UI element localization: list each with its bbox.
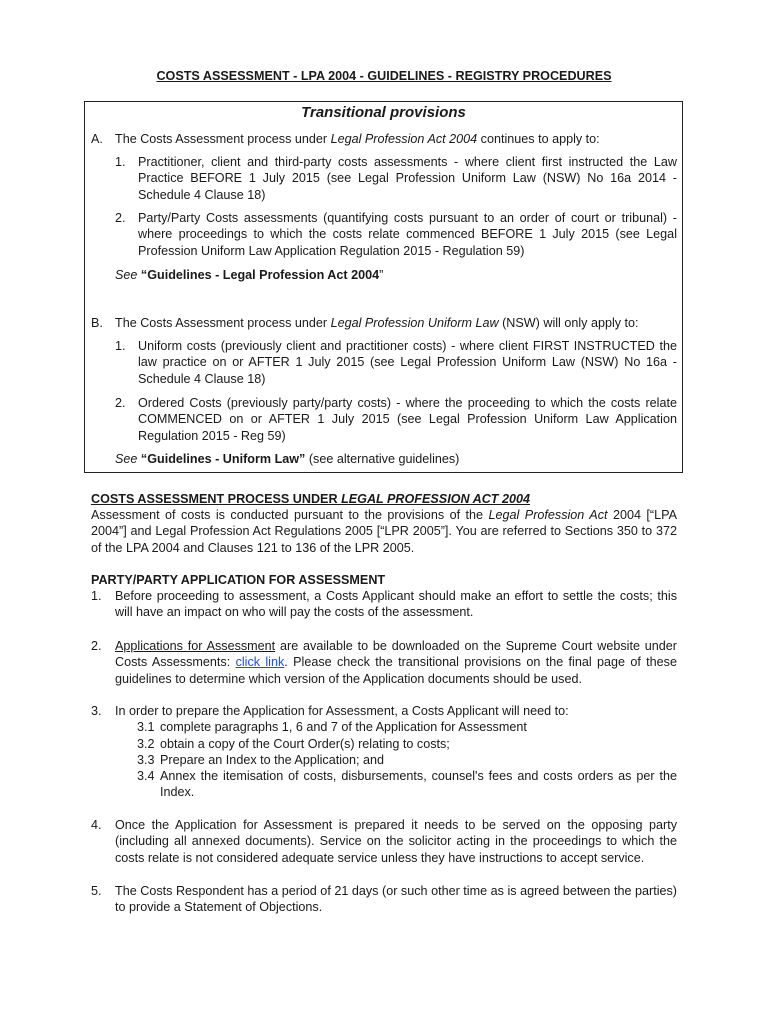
process-heading bbox=[91, 491, 530, 507]
section-b-item-1-num: 1. bbox=[115, 339, 126, 353]
sub-item-3-3-num: 3.3 bbox=[137, 753, 155, 767]
party-item-1-text: Before proceeding to assessment, a Costs Applicant should make an effort to settle the costs; this will have an impact on who will pay the costs of the assessment. bbox=[115, 589, 677, 620]
section-b-see-guideline: “Guidelines - Uniform Law” bbox=[140, 452, 306, 466]
party-item-3-text: In order to prepare the Application for Assessment, a Costs Applicant will need to: bbox=[115, 704, 569, 718]
sub-item-3-3-text: Prepare an Index to the Application; and bbox=[160, 753, 385, 767]
party-item-2-text-b: . Please check the transitional provisions on the final page of these guidelines to determine which version of the Application documents should be used. bbox=[115, 655, 677, 686]
party-item-2-text-a: are available to be downloaded on the Supreme Court website under Costs Assessments: bbox=[115, 639, 677, 670]
section-a-item-1-num: 1. bbox=[115, 155, 126, 169]
section-b-intro-pre: The Costs Assessment process under bbox=[115, 316, 331, 330]
section-a-intro-pre: The Costs Assessment process under bbox=[115, 132, 331, 146]
section-b-see-word: See bbox=[115, 452, 138, 466]
transitional-heading: Transitional provisions bbox=[301, 104, 466, 121]
section-a-intro bbox=[115, 131, 677, 147]
section-a-intro-act: Legal Profession Act 2004 bbox=[330, 132, 478, 146]
party-item-2-num: 2. bbox=[91, 639, 102, 653]
section-b-item-2-num: 2. bbox=[115, 396, 126, 410]
party-item-4-num: 4. bbox=[91, 818, 102, 832]
process-paragraph-pre: Assessment of costs is conducted pursuant to the provisions of the bbox=[91, 508, 489, 522]
sub-item-3-2-text: obtain a copy of the Court Order(s) relating to costs; bbox=[160, 737, 450, 751]
section-a-intro-post: continues to apply to: bbox=[477, 132, 600, 146]
section-a-see-word: See bbox=[115, 268, 138, 282]
party-item-3-num: 3. bbox=[91, 704, 102, 718]
sub-item-3-4-text: Annex the itemisation of costs, disbursements, counsel's fees and costs orders as per the Index. bbox=[160, 769, 677, 800]
section-b-intro-post: (NSW) will only apply to: bbox=[498, 316, 639, 330]
section-a-see-line bbox=[115, 267, 383, 283]
party-heading: PARTY/PARTY APPLICATION FOR ASSESSMENT bbox=[91, 573, 386, 587]
section-a-item-1-text: Practitioner, client and third-party costs assessments - where client first instructed the Law Practice BEFORE 1 July 2015 (see Legal Profession Uniform Law (NSW) No 16a 2014 - Schedule 4 Clause 18) bbox=[138, 155, 677, 202]
process-paragraph-post: 2004 [“LPA 2004”] and Legal Profession Act Regulations 2005 [“LPR 2005”]. You are referred to Sections 350 to 372 of the LPA 2004 and Clauses 121 to 136 of the LPR 2005. bbox=[91, 508, 677, 555]
click-link[interactable]: click link bbox=[235, 655, 285, 670]
section-a-letter: A. bbox=[91, 132, 103, 146]
section-a-see-post: ” bbox=[379, 268, 384, 282]
party-item-5-text: The Costs Respondent has a period of 21 days (or such other time as is agreed between the parties) to provide a Statement of Objections. bbox=[115, 884, 677, 915]
process-paragraph-act: Legal Profession Act bbox=[488, 508, 608, 522]
sub-item-3-1-text: complete paragraphs 1, 6 and 7 of the Application for Assessment bbox=[160, 720, 527, 734]
section-b-item-2-text: Ordered Costs (previously party/party costs) - where the proceeding to which the costs relate COMMENCED on or AFTER 1 July 2015 (see Legal Profession Uniform Law Application Regulation 2015 - Reg 59) bbox=[138, 396, 677, 443]
section-b-intro-act: Legal Profession Uniform Law bbox=[330, 316, 499, 330]
party-item-4-text: Once the Application for Assessment is prepared it needs to be served on the opposing party (including all annexed documents). Service on the solicitor acting in the proceedings to which the costs relate is not considered adequate service unless they have instructions to accept service. bbox=[115, 818, 677, 865]
section-a-item-2-text: Party/Party Costs assessments (quantifying costs pursuant to an order of court or tribunal) - where proceedings to which the costs relate commenced BEFORE 1 July 2015 (see Legal Profession Uniform Law Application Regulation 2015 - Regulation 59) bbox=[138, 211, 677, 258]
section-b-see-line bbox=[115, 451, 459, 467]
page-title: COSTS ASSESSMENT - LPA 2004 - GUIDELINES - REGISTRY PROCEDURES bbox=[156, 69, 612, 83]
sub-item-3-1-num: 3.1 bbox=[137, 720, 155, 734]
section-a-see-guideline: “Guidelines - Legal Profession Act 2004 bbox=[140, 268, 380, 282]
applications-for-assessment-link[interactable]: Applications for Assessment bbox=[115, 639, 276, 653]
sub-item-3-4-num: 3.4 bbox=[137, 769, 155, 783]
party-item-5-num: 5. bbox=[91, 884, 102, 898]
section-b-item-1-text: Uniform costs (previously client and practitioner costs) - where client FIRST INSTRUCTED the law practice on or AFTER 1 July 2015 (see Legal Profession Uniform Law (NSW) No 16a - Schedule 4 Clause 18) bbox=[138, 339, 677, 386]
process-heading-pre: COSTS ASSESSMENT PROCESS UNDER bbox=[91, 492, 342, 506]
party-item-1-num: 1. bbox=[91, 589, 102, 603]
process-paragraph bbox=[91, 507, 677, 556]
process-heading-act: LEGAL PROFESSION ACT 2004 bbox=[341, 492, 531, 506]
party-item-2-text bbox=[115, 638, 677, 687]
sub-item-3-2-num: 3.2 bbox=[137, 737, 155, 751]
section-b-letter: B. bbox=[91, 316, 103, 330]
section-b-see-post: (see alternative guidelines) bbox=[305, 452, 460, 466]
section-b-intro bbox=[115, 315, 677, 331]
section-a-item-2-num: 2. bbox=[115, 211, 126, 225]
